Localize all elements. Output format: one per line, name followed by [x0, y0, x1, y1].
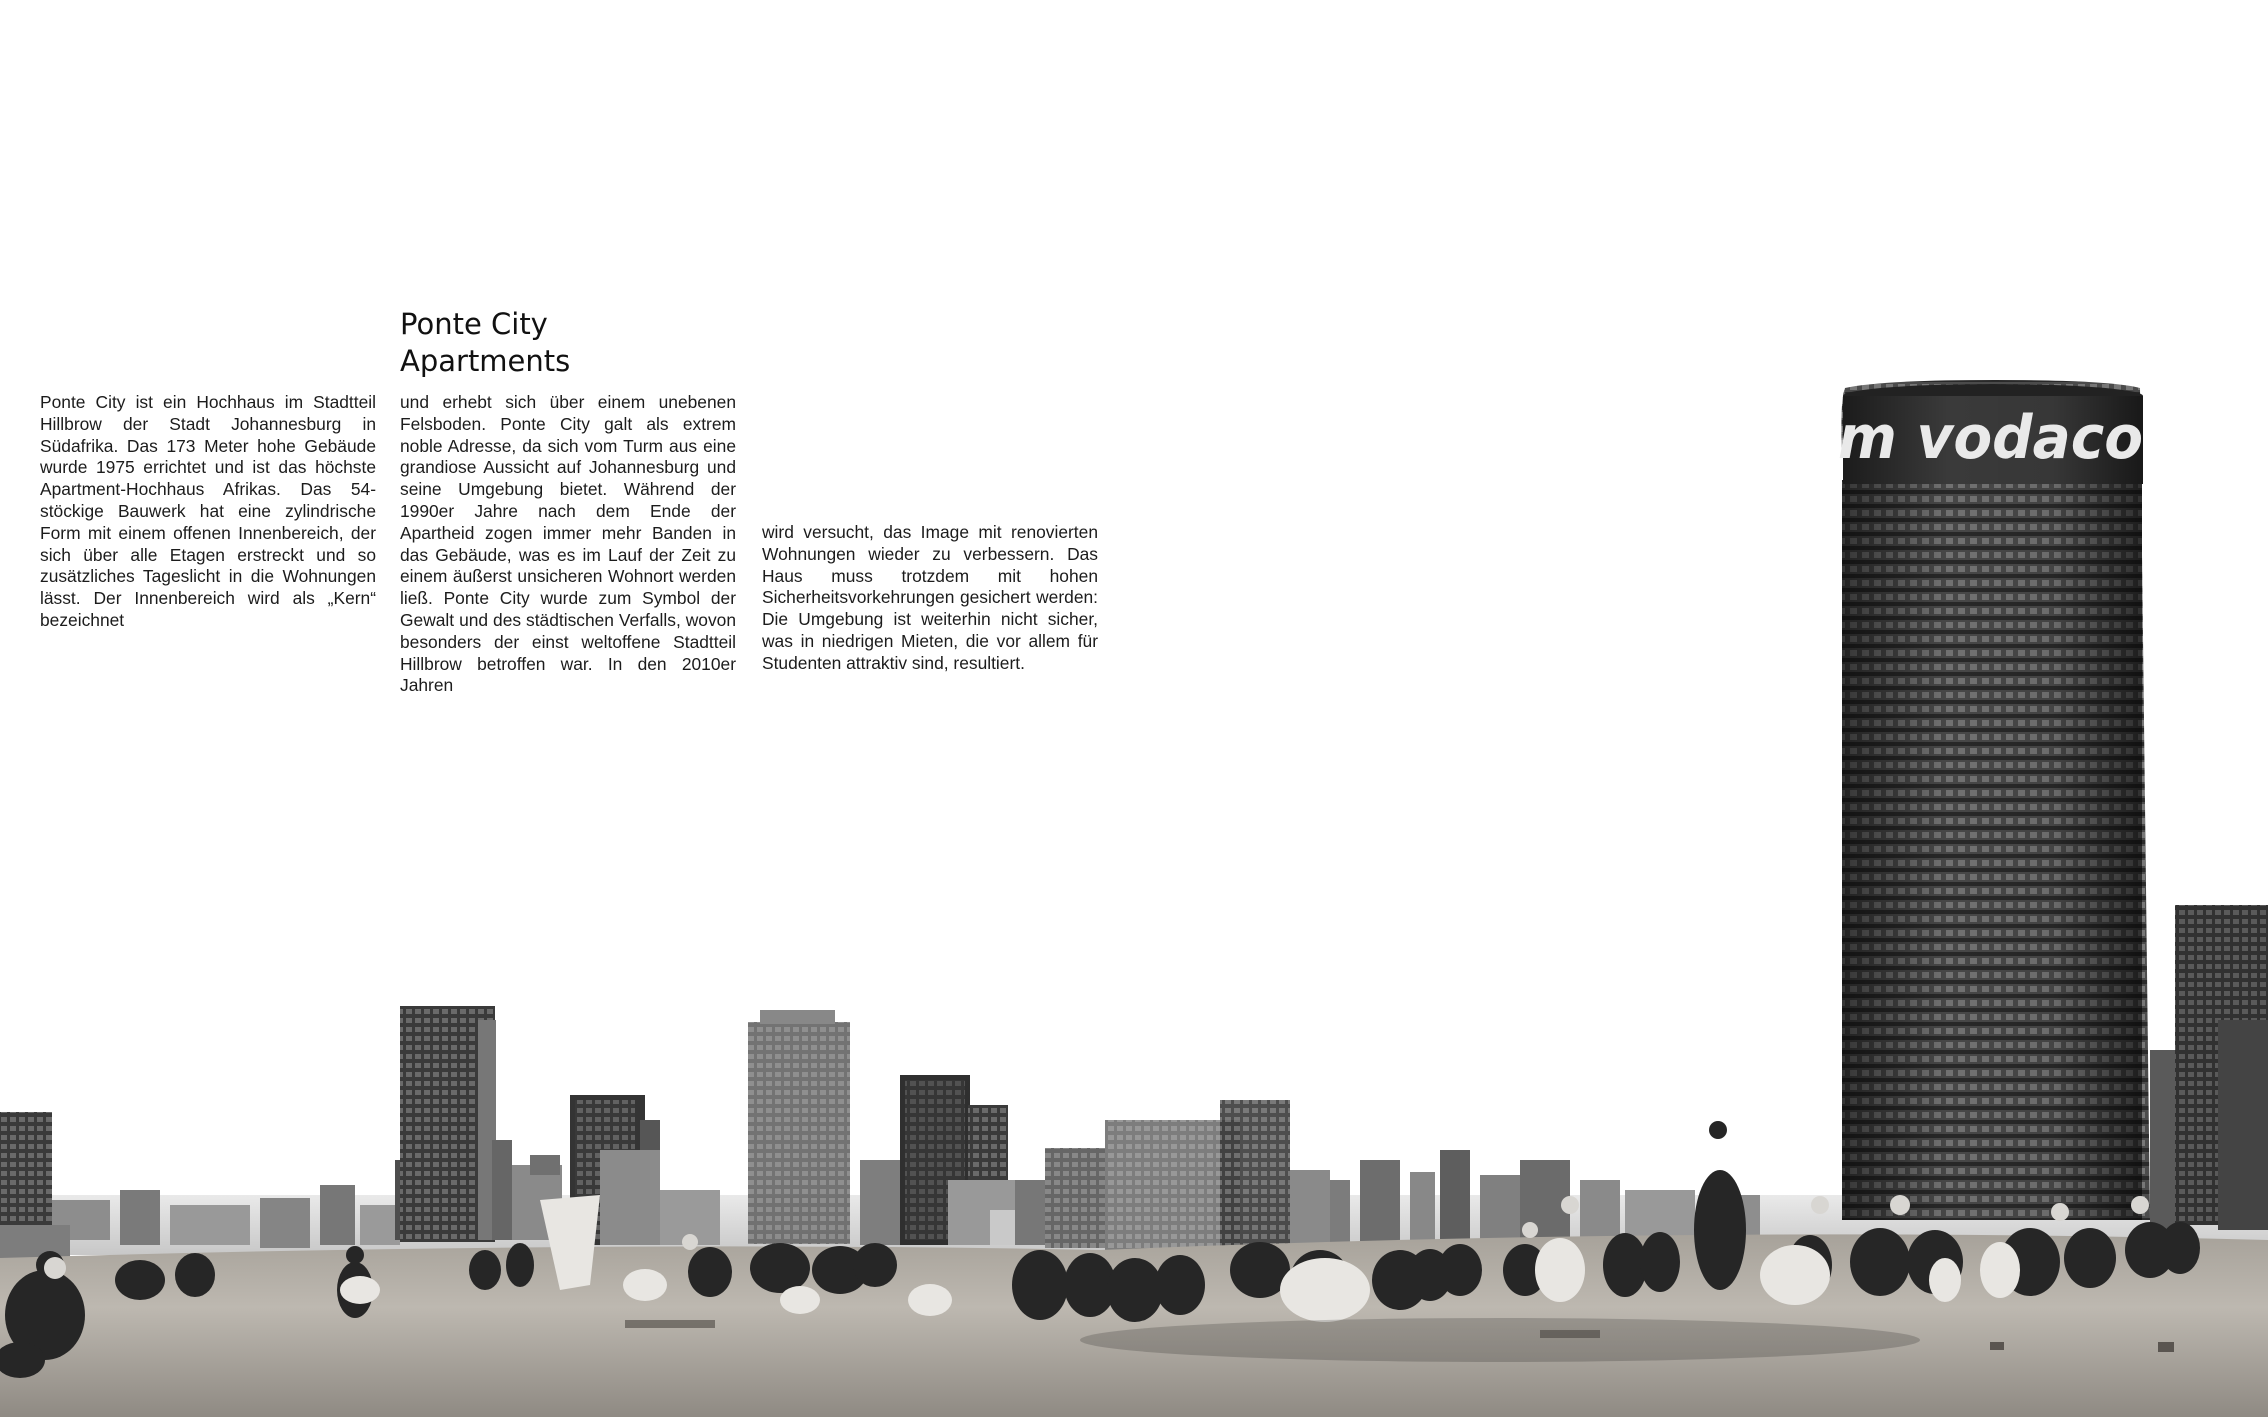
ponte-city-tower — [1838, 380, 2150, 1220]
right-buildings — [2150, 905, 2268, 1230]
article-title — [400, 306, 570, 380]
title-line-2: Apartments — [400, 344, 571, 378]
tower-signage: m vodaco — [1838, 403, 2143, 473]
text-column-1: Ponte City ist ein Hochhaus im Stadtteil Hillbrow der Stadt Johannesburg in Südafrika. Das 173 Meter hohe Gebäude wurde 1975 errichtet und ist das höchste Apartment-Hochhaus Afrikas. Das 54-stöckige Bauwerk hat eine zylindrische Form mit einem offenen Innenbereich, der sich über alle Etagen erstreckt und so zusätzliches Tageslicht in die Wohnungen lässt. Der Innenbereich wird als „Kern“ bezeichnet — [40, 392, 376, 630]
text-column-2: und erhebt sich über einem unebenen Felsboden. Ponte City galt als extrem noble Adresse, da sich vom Turm aus eine grandiose Aussicht auf Johannesburg und seine Umgebung bietet. Während der 1990er Jahre nach dem Ende der Apartheid zogen immer mehr Banden in das Gebäude, was es im Lauf der Zeit zu einem äußerst unsicheren Wohnort werden ließ. Ponte City wurde zum Symbol der Gewalt und des städtischen Verfalls, wovon besonders der einst weltoffene Stadtteil Hillbrow betroffen war. In den 2010er Jahren — [400, 392, 736, 696]
title-line-1: Ponte City — [400, 307, 548, 341]
text-column-3: wird versucht, das Image mit renovierten Wohnungen wieder zu verbessern. Das Haus muss trotzdem mit hohen Sicherheitsvorkehrungen gesichert werden: Die Umgebung ist weiterhin nicht sicher, was in niedrigen Mieten, die vor allem für Studenten attraktiv sind, resultiert. — [762, 522, 1098, 673]
